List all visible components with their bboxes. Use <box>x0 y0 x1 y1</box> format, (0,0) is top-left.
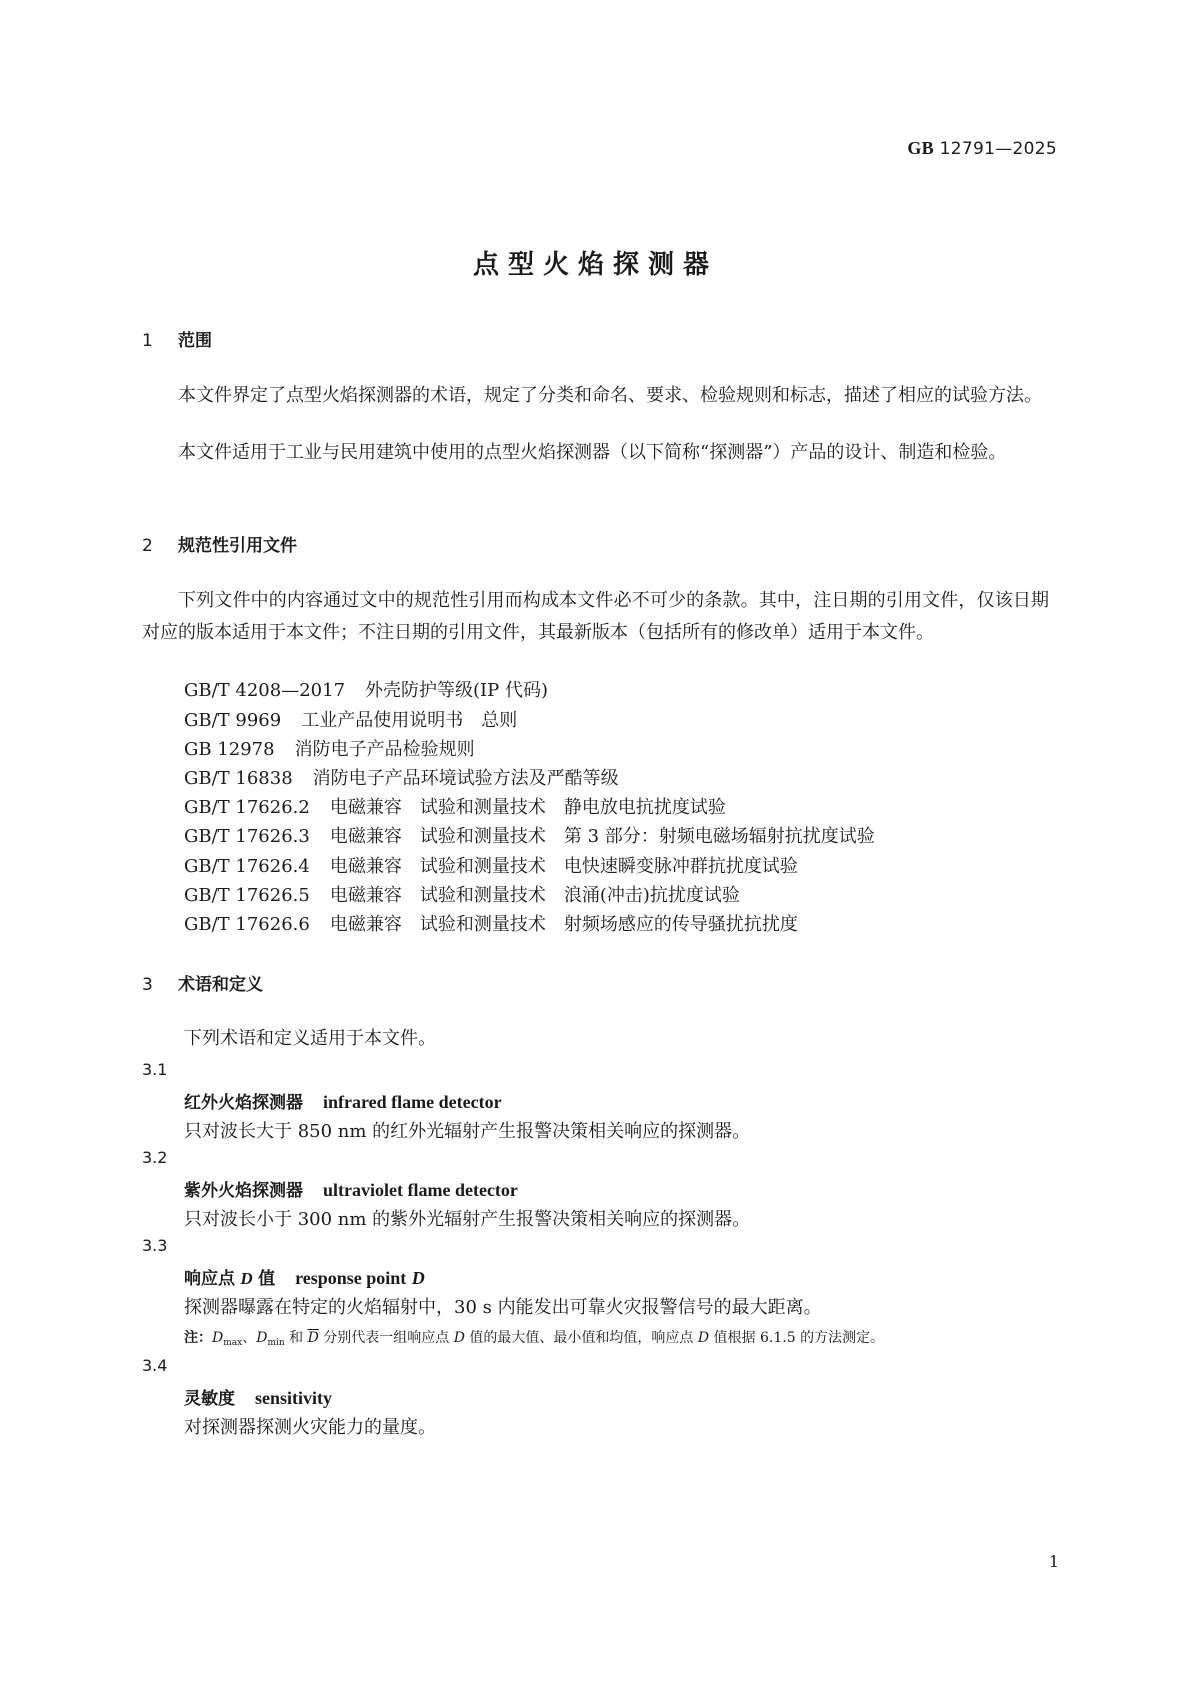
term-title: 紫外火焰探测器 ultraviolet flame detector <box>184 1180 518 1201</box>
reference-item: GB/T 17626.6 电磁兼容 试验和测量技术 射频场感应的传导骚扰抗扰度 <box>184 914 798 935</box>
term-definition: 对探测器探测火灾能力的量度。 <box>184 1417 436 1438</box>
term-definition: 探测器曝露在特定的火焰辐射中，30 s 内能发出可靠火灾报警信号的最大距离。 <box>184 1297 822 1318</box>
section-1-paragraph: 本文件适用于工业与民用建筑中使用的点型火焰探测器（以下简称“探测器”）产品的设计、制造和检验。 <box>178 442 1007 463</box>
reference-item: GB 12978 消防电子产品检验规则 <box>184 739 475 760</box>
term-title: 红外火焰探测器 infrared flame detector <box>184 1092 502 1113</box>
term-note: 注：$D_{max}$、$D_{min}$ 和 $\overline{D}$ 分别代表一组响应点 D 值的最大值、最小值和均值，响应点 D 值根据 6.1.5 的方法测定。 <box>184 1330 885 1348</box>
standard-code-prefix: GB <box>907 138 934 158</box>
section-1-paragraph: 本文件界定了点型火焰探测器的术语，规定了分类和命名、要求、检验规则和标志，描述了相应的试验方法。 <box>178 385 1042 406</box>
term-number: 3.3 <box>142 1236 168 1255</box>
section-2-heading: 2 规范性引用文件 <box>142 536 297 556</box>
term-number: 3.2 <box>142 1148 168 1167</box>
reference-item: GB/T 16838 消防电子产品环境试验方法及严酷等级 <box>184 768 619 789</box>
reference-item: GB/T 4208—2017 外壳防护等级(IP 代码) <box>184 680 549 701</box>
term-number: 3.4 <box>142 1356 168 1375</box>
reference-item: GB/T 17626.2 电磁兼容 试验和测量技术 静电放电抗扰度试验 <box>184 797 726 818</box>
reference-item: GB/T 17626.3 电磁兼容 试验和测量技术 第 3 部分：射频电磁场辐射抗扰度试验 <box>184 826 875 847</box>
section-1-heading: 1 范围 <box>142 331 212 351</box>
section-3-intro: 下列术语和定义适用于本文件。 <box>184 1028 436 1049</box>
term-number: 3.1 <box>142 1060 168 1079</box>
term-title: 响应点 D 值 response point D <box>184 1268 425 1289</box>
reference-item: GB/T 17626.5 电磁兼容 试验和测量技术 浪涌(冲击)抗扰度试验 <box>184 885 740 906</box>
reference-item: GB/T 9969 工业产品使用说明书 总则 <box>184 710 518 731</box>
standard-code <box>907 138 1057 159</box>
term-definition: 只对波长大于 850 nm 的红外光辐射产生报警决策相关响应的探测器。 <box>184 1121 751 1142</box>
term-definition: 只对波长小于 300 nm 的紫外光辐射产生报警决策相关响应的探测器。 <box>184 1209 751 1230</box>
standard-code-number: 12791—2025 <box>939 139 1057 159</box>
section-3-heading: 3 术语和定义 <box>142 975 263 995</box>
term-title: 灵敏度 sensitivity <box>184 1388 333 1409</box>
reference-item: GB/T 17626.4 电磁兼容 试验和测量技术 电快速瞬变脉冲群抗扰度试验 <box>184 856 798 877</box>
section-2-intro: 下列文件中的内容通过文中的规范性引用而构成本文件必不可少的条款。其中，注日期的引用文件，仅该日期对应的版本适用于本文件；不注日期的引用文件，其最新版本（包括所有的修改单）适用于本文件。 <box>142 590 1049 643</box>
document-title: 点型火焰探测器 <box>472 250 718 280</box>
page-number: 1 <box>1048 1552 1059 1571</box>
